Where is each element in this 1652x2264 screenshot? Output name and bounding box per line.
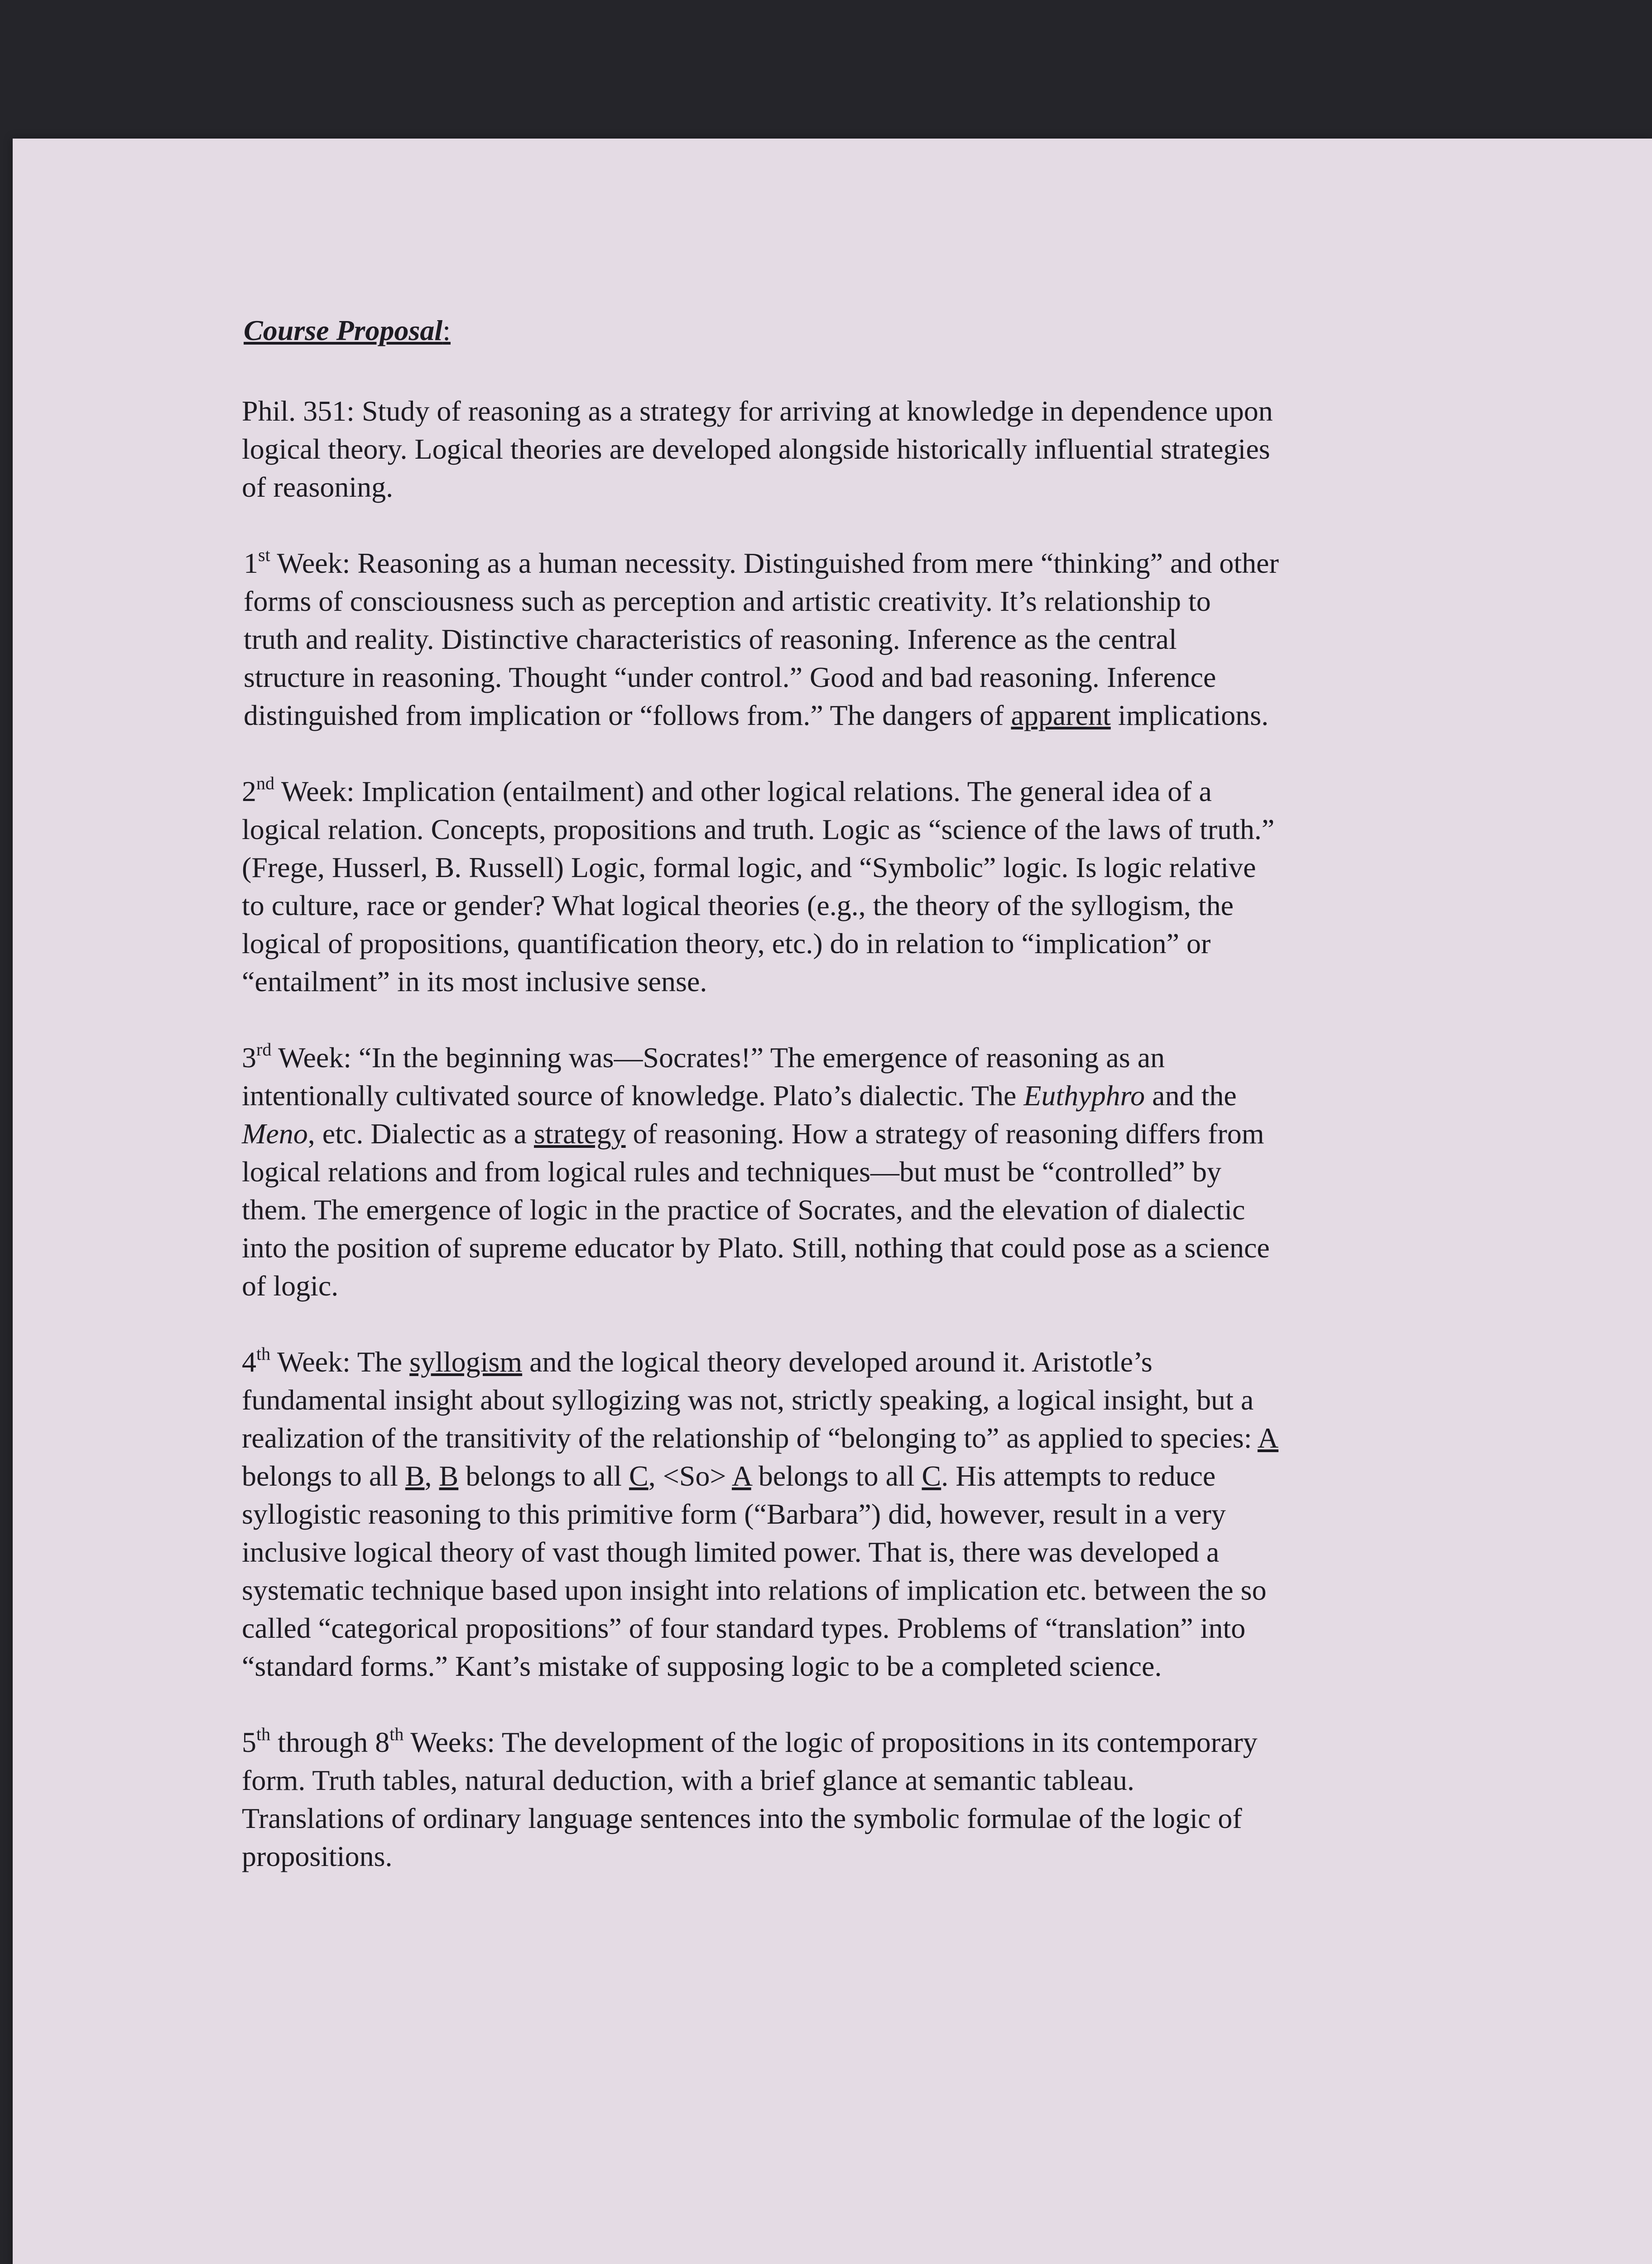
course-description bbox=[242, 392, 1427, 506]
text-line: syllogistic reasoning to this primitive form (“Barbara”) did, however, result in a very bbox=[242, 1498, 1226, 1530]
text-line: “entailment” in its most inclusive sense. bbox=[242, 965, 707, 998]
text-line: logical theory. Logical theories are developed alongside historically influential strategies bbox=[242, 433, 1270, 465]
week-4-paragraph bbox=[242, 1343, 1427, 1685]
underlined-term: strategy bbox=[534, 1118, 626, 1150]
text-line: Meno, etc. Dialectic as a strategy of reasoning. How a strategy of reasoning differs from bbox=[242, 1118, 1264, 1150]
text-line: “standard forms.” Kant’s mistake of supposing logic to be a completed science. bbox=[242, 1650, 1162, 1682]
text-line: of reasoning. bbox=[242, 471, 394, 503]
underlined-term: C bbox=[629, 1460, 648, 1492]
week-1-paragraph bbox=[244, 544, 1427, 734]
text-line: forms of consciousness such as perception and artistic creativity. It’s relationship to bbox=[244, 585, 1211, 617]
text-line: systematic technique based upon insight into relations of implication etc. between the so bbox=[242, 1574, 1267, 1606]
text-line: logical of propositions, quantification theory, etc.) do in relation to “implication” or bbox=[242, 927, 1211, 959]
underlined-term: A bbox=[732, 1460, 751, 1492]
underlined-term: C bbox=[922, 1460, 941, 1492]
text-line: belongs to all B, B belongs to all C, <So> A belongs to all C. His attempts to reduce bbox=[242, 1460, 1216, 1492]
page-title: Course Proposal: bbox=[244, 314, 451, 346]
text-line: fundamental insight about syllogizing was not, strictly speaking, a logical insight, but a bbox=[242, 1384, 1254, 1416]
text-line: intentionally cultivated source of knowledge. Plato’s dialectic. The Euthyphro and the bbox=[242, 1079, 1237, 1112]
underlined-term: apparent bbox=[1011, 699, 1111, 731]
text-line: inclusive logical theory of vast though limited power. That is, there was developed a bbox=[242, 1536, 1220, 1568]
text-line: Translations of ordinary language sentences into the symbolic formulae of the logic of bbox=[242, 1802, 1242, 1834]
text-line: 4th Week: The syllogism and the logical theory developed around it. Aristotle’s bbox=[242, 1343, 1153, 1378]
italic-title: Meno bbox=[242, 1118, 308, 1150]
text-line: 2nd Week: Implication (entailment) and other logical relations. The general idea of a bbox=[242, 773, 1212, 807]
text-line: of logic. bbox=[242, 1270, 339, 1302]
text-line: 1st Week: Reasoning as a human necessity. Distinguished from mere “thinking” and other bbox=[244, 545, 1279, 579]
underlined-term: A bbox=[1257, 1422, 1279, 1454]
text-line: distinguished from implication or “follows from.” The dangers of apparent implications. bbox=[244, 699, 1269, 731]
text-line: into the position of supreme educator by Plato. Still, nothing that could pose as a science bbox=[242, 1232, 1270, 1264]
text-line: 3rd Week: “In the beginning was—Socrates!” The emergence of reasoning as an bbox=[242, 1039, 1165, 1074]
italic-title: Euthyphro bbox=[1023, 1079, 1145, 1112]
text-line: logical relations and from logical rules and techniques—but must be “controlled” by bbox=[242, 1156, 1221, 1188]
week-5-8-paragraph bbox=[242, 1723, 1427, 1875]
underlined-term: B bbox=[405, 1460, 425, 1492]
underlined-term: B bbox=[439, 1460, 459, 1492]
text-line: truth and reality. Distinctive characteristics of reasoning. Inference as the central bbox=[244, 623, 1177, 655]
text-line: structure in reasoning. Thought “under control.” Good and bad reasoning. Inference bbox=[244, 661, 1216, 693]
text-line: (Frege, Husserl, B. Russell) Logic, formal logic, and “Symbolic” logic. Is logic relative bbox=[242, 851, 1256, 883]
text-line: form. Truth tables, natural deduction, with a brief glance at semantic tableau. bbox=[242, 1764, 1134, 1796]
text-line: called “categorical propositions” of four standard types. Problems of “translation” into bbox=[242, 1612, 1246, 1644]
document-body bbox=[227, 312, 1427, 1914]
text-line: Phil. 351: Study of reasoning as a strategy for arriving at knowledge in dependence upon bbox=[242, 395, 1273, 427]
text-line: them. The emergence of logic in the practice of Socrates, and the elevation of dialectic bbox=[242, 1194, 1245, 1226]
text-line: propositions. bbox=[242, 1840, 393, 1872]
text-line: realization of the transitivity of the relationship of “belonging to” as applied to species: A bbox=[242, 1422, 1279, 1454]
underlined-term: syllogism bbox=[409, 1346, 523, 1378]
text-line: logical relation. Concepts, propositions and truth. Logic as “science of the laws of truth.” bbox=[242, 813, 1275, 845]
text-line: 5th through 8th Weeks: The development of the logic of propositions in its contemporary bbox=[242, 1724, 1258, 1758]
week-3-paragraph bbox=[242, 1039, 1427, 1305]
week-2-paragraph bbox=[242, 772, 1427, 1001]
text-line: to culture, race or gender? What logical theories (e.g., the theory of the syllogism, the bbox=[242, 889, 1234, 921]
